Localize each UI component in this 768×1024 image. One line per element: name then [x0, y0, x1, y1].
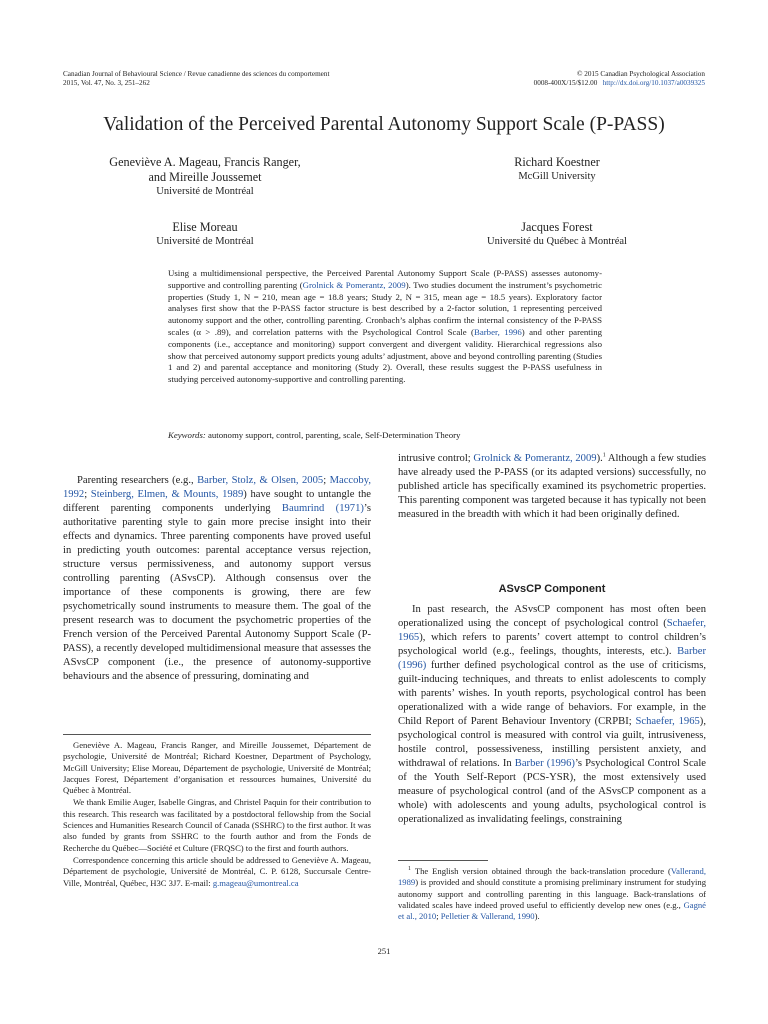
abstract-text: ). Two studies document the instrument’s psychometric properties (Study 1, N = 210, mean age = 18.8 years; Study 2, N = 315, mean age = 18.5 years). Exploratory factor analyses first show that the P-PASS factor structure is best described by a 2-factor solution, 1 representing perceived autonomy support and the other, controlling parenting. Cronbach’s alphas confirm the internal consistency of the P-PASS scales (α > .89), and correlation patterns with the Psychological Control Scale (	[168, 279, 603, 337]
body-paragraph	[398, 452, 706, 522]
citation-link[interactable]: Schaefer, 1965	[635, 716, 700, 727]
author-names: Elise Moreau	[172, 220, 238, 234]
author-group-2	[447, 155, 667, 183]
footnote-body: ).	[534, 911, 540, 922]
citation-link[interactable]: Pelletier & Vallerand, 1990	[440, 911, 535, 922]
footnote-number: 1	[408, 866, 411, 873]
copyright-line: © 2015 Canadian Psychological Association	[576, 70, 705, 78]
body-column-left	[63, 474, 371, 684]
footnote-text	[398, 866, 706, 922]
citation-link[interactable]: Schaefer, 1965	[398, 618, 706, 643]
body-text: ), psychological control is measured with control via guilt, intrusiveness, hostile control, possessiveness, instilling persistent anxiety, and withdrawal of relations. In	[398, 716, 706, 769]
author-affiliation: Université du Québec à Montréal	[487, 236, 627, 247]
section-heading: ASvsCP Component	[498, 583, 606, 595]
footnote-marker[interactable]: 1	[602, 452, 606, 459]
citation-link[interactable]: Barber (1996)	[514, 758, 575, 769]
page-number: 251	[377, 946, 391, 956]
doi-link[interactable]: http://dx.doi.org/10.1037/a0039325	[602, 79, 705, 87]
doi-line	[534, 79, 705, 88]
citation-link[interactable]: Steinberg, Elmen, & Mounts, 1989	[90, 489, 244, 500]
author-names-cont: and Mireille Joussemet	[148, 170, 262, 184]
body-text: Although a few studies have already used the P-PASS (or its adapted versions) successfully, no published article has specifically examined its psychometric properties. This parenting component was targeted because it has typically not been measured in the breadth with which it had been originally defined.	[398, 453, 706, 520]
author-note-divider	[63, 734, 371, 735]
body-text: further defined psychological control as the use of criticisms, guilt-inducing techniques, and threats to enlist adolescents to comply with parents’ wishes. In youth reports, psychological control has been operationalized with a wide range of behaviors. For example, in the Child Report of Parent Behaviour Inventory (CRPBI;	[398, 660, 706, 727]
citation-link[interactable]: Grolnick & Pomerantz, 2009	[302, 279, 406, 290]
footnote	[398, 866, 706, 922]
keywords	[168, 430, 602, 440]
citation-link[interactable]: Barber (1996)	[398, 646, 706, 671]
body-text: In past research, the ASvsCP component has most often been operationalized using the concept of psychological control (	[398, 604, 706, 629]
author-group-1	[95, 155, 315, 198]
body-text: ;	[84, 489, 91, 500]
copyright-header	[534, 70, 705, 88]
section-body	[398, 603, 706, 827]
author-note	[63, 740, 371, 890]
footnote-body: ;	[436, 911, 441, 922]
citation-link[interactable]: Vallerand, 1989	[398, 866, 706, 888]
footnote-body: ) is provided and should constitute a promising preliminary instrument for studying autonomy support and controlling parenting in this language. Back-translations of validated scales have indeed proved useful to efficiently develop new ones (e.g.,	[398, 877, 706, 910]
abstract-text: Using a multidimensional perspective, the Perceived Parental Autonomy Support Scale (P-PASS) assesses autonomy-supportive and controlling parenting (	[168, 268, 602, 290]
author-affiliation: Université de Montréal	[156, 236, 254, 247]
author-note-acknowledgments: We thank Emilie Auger, Isabelle Gingras, and Christel Paquin for their contribution to this research. This research was facilitated by a postdoctoral fellowship from the Social Sciences and Humanities Research Council of Canada (SSHRC) to the first author. It was also funded by grants from SSHRC to the fourth author and from the Fonds de Recherche du Québec—Société et Culture (FRQSC) to the first and fourth authors.	[63, 797, 371, 853]
author-group-3	[95, 220, 315, 248]
body-text: ).	[596, 453, 603, 464]
body-text: Parenting researchers (e.g.,	[77, 475, 198, 486]
author-affiliation: Université de Montréal	[156, 186, 254, 197]
citation-link[interactable]: Maccoby, 1992	[63, 475, 371, 500]
citation-link[interactable]: Barber, 1996	[473, 326, 522, 337]
price-code: 0008-400X/15/$12.00	[533, 79, 598, 87]
author-names: Geneviève A. Mageau, Francis Ranger,	[109, 155, 301, 169]
author-group-4	[437, 220, 677, 248]
journal-header	[63, 70, 329, 88]
journal-volume: 2015, Vol. 47, No. 3, 251–262	[63, 79, 150, 87]
email-link[interactable]: g.mageau@umontreal.ca	[212, 877, 299, 888]
abstract	[168, 268, 602, 386]
citation-link[interactable]: Baumrind (1971)	[281, 503, 364, 514]
footnote-body: The English version obtained through the back-translation procedure (	[411, 866, 671, 876]
author-affiliation: McGill University	[518, 171, 596, 182]
body-text: ) have sought to untangle the different parenting components underlying	[63, 489, 372, 514]
abstract-text: ) and other parenting components (i.e., acceptance and monitoring) support convergent and divergent validity. Hierarchical regressions also show that perceived autonomy support predicts young adults’ adjustment, above and beyond controlling parenting (Studies 1 and 2) and parental acceptance and monitoring (Study 2). Overall, these results suggest the P-PASS usefulness in studying perceived autonomy-supportive and controlling parenting.	[168, 326, 602, 385]
body-text: ;	[323, 475, 330, 486]
body-paragraph	[398, 603, 706, 827]
keywords-label: Keywords:	[168, 430, 206, 440]
body-text: ’s Psychological Control Scale of the Youth Self-Report (PCS-YSR), the most extensively used measure of psychological control (and of the ASvsCP component as a whole) with adolescents and young adults, psychological control is operationalized as invalidating feelings, constraining	[398, 758, 707, 825]
footnote-divider	[398, 860, 488, 861]
body-text: ), which refers to parents’ covert attempt to control children’s psychological world (e.g., feelings, thoughts, interests, etc.).	[398, 632, 706, 657]
body-text: ’s authoritative parenting style to gain more precise insight into their effects and dynamics. Three parenting components have proved useful in predicting youth outcomes: parental acceptance versus rejection, structure versus permissiveness, and autonomy support versus controlling parenting (ASvsCP). Although consensus over the importance of these components is growing, there are few psychometrically sound instruments to measure them. The goal of the present research was to document the psychometric properties of the French version of the Perceived Parental Autonomy Support Scale (P-PASS), a recently developed multidimensional measure that assesses the ASvsCP component (i.e., the presence of autonomy-supportive behaviours and the absence of pressuring, dominating and	[63, 503, 371, 682]
author-names: Jacques Forest	[521, 220, 593, 234]
citation-link[interactable]: Barber, Stolz, & Olsen, 2005	[197, 475, 324, 486]
correspondence-text: Correspondence concerning this article should be addressed to Geneviève A. Mageau, Département de psychologie, Université de Montréal, C. P. 6128, Succursale Centre-Ville, Montréal, Québec, H3C 3J7. E-mail:	[63, 854, 371, 888]
keywords-text: autonomy support, control, parenting, scale, Self-Determination Theory	[205, 430, 461, 440]
body-text: intrusive control;	[398, 453, 474, 464]
citation-link[interactable]: Gagné et al., 2010	[398, 899, 706, 922]
journal-name: Canadian Journal of Behavioural Science / Revue canadienne des sciences du comportement	[63, 70, 330, 78]
article-title: Validation of the Perceived Parental Autonomy Support Scale (P-PASS)	[103, 114, 665, 135]
author-note-correspondence	[63, 855, 371, 889]
citation-link[interactable]: Grolnick & Pomerantz, 2009	[473, 453, 597, 464]
body-paragraph	[63, 474, 371, 684]
author-note-affiliations: Geneviève A. Mageau, Francis Ranger, and Mireille Joussemet, Département de psychologie, Université de Montréal; Richard Koestner, Department of Psychology, McGill University; Elise Moreau, Département de psychologie, Université de Montréal; Jacques Forest, Département d’organisation et ressources humaines, Université du Québec à Montréal.	[63, 740, 371, 796]
body-column-right	[398, 452, 706, 522]
author-names: Richard Koestner	[514, 155, 600, 169]
